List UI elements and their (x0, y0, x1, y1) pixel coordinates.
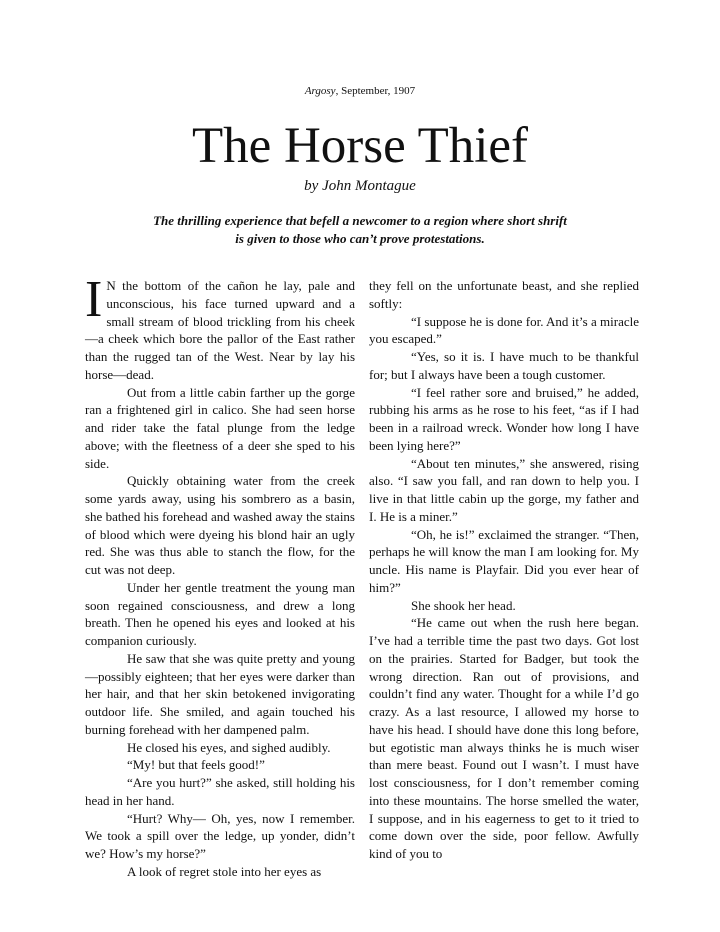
paragraph: He saw that she was quite pretty and young—possibly eighteen; that her eyes were darker than her hair, and that her skin betokened invigorating outdoor life. She smiled, and again touched his burning forehead with her dampened palm. (85, 650, 355, 737)
left-column (85, 271, 355, 881)
publication-name: Argosy (304, 85, 336, 97)
paragraph: Out from a little cabin farther up the gorge ran a frightened girl in calico. She had seen horse and rider take the fatal plunge from the ledge above; with the fleetness of a deer she sped to his side. (85, 384, 355, 471)
source-line (0, 85, 720, 98)
subtitle: The thrilling experience that befell a newcomer to a region where short shrift is given to those who can’t prove protestations. (153, 213, 567, 246)
paragraph: “Hurt? Why— Oh, yes, now I remember. We took a spill over the ledge, up yonder, didn’t we? How’s my horse?” (85, 810, 355, 861)
drop-cap: I (85, 271, 103, 328)
paragraph (85, 271, 355, 384)
byline: by John Montague (304, 178, 416, 194)
right-column (369, 277, 639, 863)
paragraph: He closed his eyes, and sighed audibly. (127, 739, 331, 755)
paragraph: “My! but that feels good!” (127, 757, 265, 773)
paragraph: “He came out when the rush here began. I’ve had a terrible time the past two days. Got lost on the prairies. Started for Badger, but took the wrong direction. Ran out of provisions, and couldn’t find any water. Thought for a while I’d go crazy. As a last resource, I allowed my horse to have his head. I should have done this long before, but egotistic man always thinks he is much wiser than mere beast. Found out I wasn’t. I must have lost consciousness, for I don’t remember coming into these mountains. The horse smelled the water, I suppose, and in his eagerness to get to it tried to come down over the side, poor fellow. Awfully kind of you to (369, 615, 639, 861)
paragraph: “Yes, so it is. I have much to be thankful for; but I always have been a tough customer. (369, 349, 639, 382)
paragraph: Under her gentle treatment the young man soon regained consciousness, and drew a long breath. Then he opened his eyes and looked at his companion curiously. (85, 579, 355, 648)
story-title: The Horse Thief (191, 118, 529, 174)
publication-date: , September, 1907 (335, 85, 416, 97)
paragraph: “I feel rather sore and bruised,” he added, rubbing his arms as he rose to his feet, “as if I had been in a railroad wreck. Wonder how long I have been lying here?” (369, 384, 639, 453)
paragraph: they fell on the unfortunate beast, and she replied softly: (369, 278, 639, 311)
paragraph: “I suppose he is done for. And it’s a miracle you escaped.” (369, 313, 639, 347)
paragraph: She shook her head. (411, 597, 516, 613)
paragraph-text: N the bottom of the cañon he lay, pale and unconscious, his face turned upward and a small stream of blood trickling from his cheek—a cheek which bore the pallor of the East rather than the rugged tan of the West. Near by lay his horse—dead. (85, 278, 355, 382)
paragraph: “Oh, he is!” exclaimed the stranger. “Then, perhaps he will know the man I am looking for. My uncle. His name is Playfair. Did you ever hear of him?” (369, 526, 639, 595)
paragraph: Quickly obtaining water from the creek some yards away, using his sombrero as a basin, she bathed his forehead and washed away the stains of blood which were dyeing his blond hair an ugly red. She was thus able to stanch the flow, for the cut was not deep. (85, 473, 355, 577)
paragraph: A look of regret stole into her eyes as (127, 863, 322, 879)
paragraph: “About ten minutes,” she answered, rising also. “I saw you fall, and ran down to help you. I live in that little cabin up the gorge, my father and I. He is a miner.” (369, 455, 639, 524)
paragraph: “Are you hurt?” she asked, still holding his head in her hand. (85, 775, 355, 808)
